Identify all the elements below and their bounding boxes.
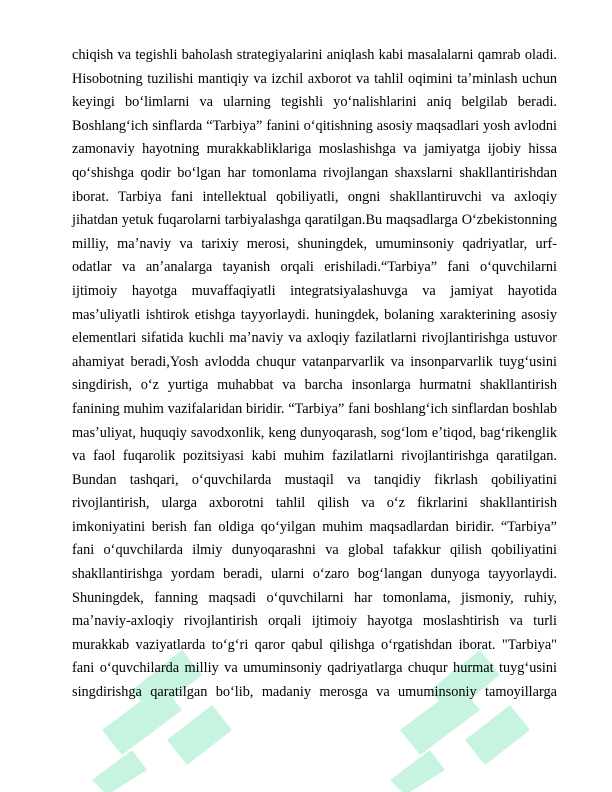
body-paragraph: chiqish va tegishli baholash strategiyalarini aniqlash kabi masalalarni qamrab oladi. Hisobotning tuzilishi mantiqiy va izchil axborot va tahlil oqimini taʼminlash uchun keyingi boʻlimlarni va ularning tegishli yoʻnalishlarini aniq belgilab beradi. Boshlangʻich sinflarda “Tarbiya” fanini oʻqitishning asosiy maqsadlari yosh avlodni zamonaviy hayotning murakkabliklariga moslashishga va jamiyatga ijobiy hissa qoʻshishga qodir boʻlgan har tomonlama rivojlangan shaxslarni shakllantirishdan iborat. Tarbiya fani intellektual qobiliyatli, ongni shakllantiruvchi va axloqiy jihatdan yetuk fuqarolarni tarbiyalashga qaratilgan.Bu maqsadlarga Oʻzbekistonning milliy, maʼnaviy va tarixiy merosi, shuningdek, umuminsoniy qadriyatlar, urf-odatlar va anʼanalarga tayanish orqali erishiladi.“Tarbiya” fani oʻquvchilarni ijtimoiy hayotga muvaffaqiyatli integratsiyalashuvga va jamiyat hayotida masʼuliyatli ishtirok etishga tayyorlaydi. huningdek, bolaning xarakterining asosiy elementlari sifatida kuchli maʼnaviy va axloqiy fazilatlarni rivojlantirishga ustuvor ahamiyat beradi,Yosh avlodda chuqur vatanparvarlik va insonparvarlik tuygʻusini singdirish, oʻz yurtiga muhabbat va barcha insonlarga hurmatni shakllantirish fanining muhim vazifalaridan biridir. “Tarbiya” fani boshlangʻich sinflardan boshlab masʼuliyat, huquqiy savodxonlik, keng dunyoqarash, sogʻlom eʼtiqod, bagʻrikenglik va faol fuqarolik pozitsiyasi kabi muhim fazilatlarni rivojlantirishga qaratilgan. Bundan tashqari, oʻquvchilarda mustaqil va tanqidiy fikrlash qobiliyatini rivojlantirish, ularga axborotni tahlil qilish va oʻz fikrlarini shakllantirish imkoniyatini berish fan oldiga qoʻyilgan muhim maqsadlardan biridir. “Tarbiya” fani oʻquvchilarda ilmiy dunyoqarashni va global tafakkur qilish qobiliyatini shakllantirishga yordam beradi, ularni oʻzaro bogʻlangan dunyoga tayyorlaydi. Shuningdek, fanning maqsadi oʻquvchilarni har tomonlama, jismoniy, ruhiy, maʼnaviy-axloqiy rivojlantirish orqali ijtimoiy hayotga moslashtirish va turli murakkab vaziyatlarda toʻgʻri qaror qabul qilishga oʻrgatishdan iborat. "Tarbiya" fani oʻquvchilarda milliy va umuminsoniy qadriyatlarga chuqur hurmat tuygʻusini singdirishga qaratilgan boʻlib, madaniy merosga va umuminsoniy tamoyillarga (72, 47, 557, 701)
document-body (72, 44, 557, 705)
